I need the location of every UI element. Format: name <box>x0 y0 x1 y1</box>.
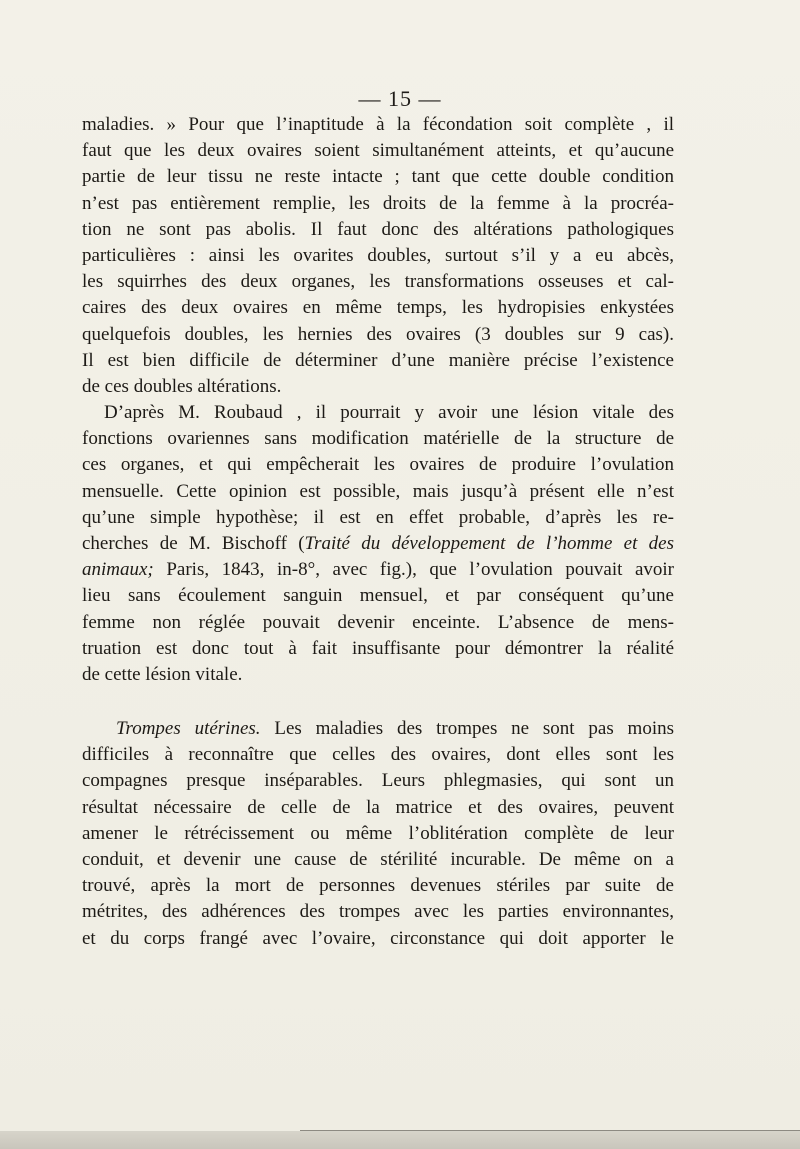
text-line: quelquefois doubles, les hernies des ovaires (3 doubles sur 9 cas). <box>82 323 674 345</box>
text-line: et du corps frangé avec l’ovaire, circonstance qui doit apporter le <box>82 927 674 949</box>
text-line: particulières : ainsi les ovarites doubles, surtout s’il y a eu abcès, <box>82 245 674 267</box>
page-bottom-edge <box>0 1131 800 1149</box>
page-number: — 15 — <box>358 86 442 111</box>
text-line: faut que les deux ovaires soient simultanément atteints, et qu’aucune <box>82 140 674 162</box>
text-fragment: cherches de M. Bischoff ( <box>82 533 305 555</box>
text-line: partie de leur tissu ne reste intacte ; tant que cette double condition <box>82 166 674 188</box>
paragraph-roubaud <box>82 400 674 688</box>
text-line: Il est bien difficile de déterminer d’une manière précise l’existence <box>82 349 674 371</box>
text-line: métrites, des adhérences des trompes avec les parties environnantes, <box>82 901 674 923</box>
text-fragment: Paris, 1843, in-8°, avec fig.), que l’ovulation pouvait avoir <box>153 559 674 581</box>
citation-title: Traité du développement de l’homme et des <box>304 533 674 555</box>
text-line: trouvé, après la mort de personnes devenues stériles par suite de <box>82 875 674 897</box>
paragraph-trompes <box>82 716 674 952</box>
text-line: difficiles à reconnaître que celles des ovaires, dont elles sont les <box>82 744 674 766</box>
text-line: femme non réglée pouvait devenir enceinte. L’absence de mens- <box>82 611 674 633</box>
text-line: maladies. » Pour que l’inaptitude à la fécondation soit complète , il <box>82 114 674 135</box>
text-line: qu’une simple hypothèse; il est en effet probable, d’après les re- <box>82 506 674 528</box>
text-line-citation <box>82 531 674 557</box>
section-heading: Trompes utérines. <box>116 718 261 739</box>
text-line: de cette lésion vitale. <box>82 664 243 686</box>
text-line: compagnes presque inséparables. Leurs phlegmasies, qui sont un <box>82 770 674 792</box>
text-line-citation <box>82 557 674 583</box>
text-line: fonctions ovariennes sans modification matérielle de la structure de <box>82 428 674 450</box>
text-line: n’est pas entièrement remplie, les droits de la femme à la procréa- <box>82 192 674 214</box>
text-line: truation est donc tout à fait insuffisante pour démontrer la réalité <box>82 637 674 659</box>
text-line: caires des deux ovaires en même temps, les hydropisies enkystées <box>82 297 674 319</box>
text-line: conduit, et devenir une cause de stérilité incurable. De même on a <box>82 849 674 871</box>
text-line: de ces doubles altérations. <box>82 376 282 398</box>
text-line: amener le rétrécissement ou même l’oblitération complète de leur <box>82 822 674 844</box>
section-heading-line <box>82 716 674 742</box>
text-line: D’après M. Roubaud , il pourrait y avoir une lésion vitale des <box>104 402 674 423</box>
text-line: les squirrhes des deux organes, les transformations osseuses et cal- <box>82 271 674 293</box>
text-line: résultat nécessaire de celle de la matrice et des ovaires, peuvent <box>82 796 674 818</box>
text-line: tion ne sont pas abolis. Il faut donc des altérations pathologiques <box>82 218 674 240</box>
text-line: lieu sans écoulement sanguin mensuel, et par conséquent qu’une <box>82 585 674 607</box>
citation-title-end: animaux; <box>82 559 154 581</box>
text-line: ces organes, et qui empêcherait les ovaires de produire l’ovulation <box>82 454 674 476</box>
text-fragment: Les maladies des trompes ne sont pas moins <box>260 718 675 739</box>
text-line: mensuelle. Cette opinion est possible, mais jusqu’à présent elle n’est <box>82 480 674 502</box>
paragraph-ovaries <box>82 112 674 400</box>
